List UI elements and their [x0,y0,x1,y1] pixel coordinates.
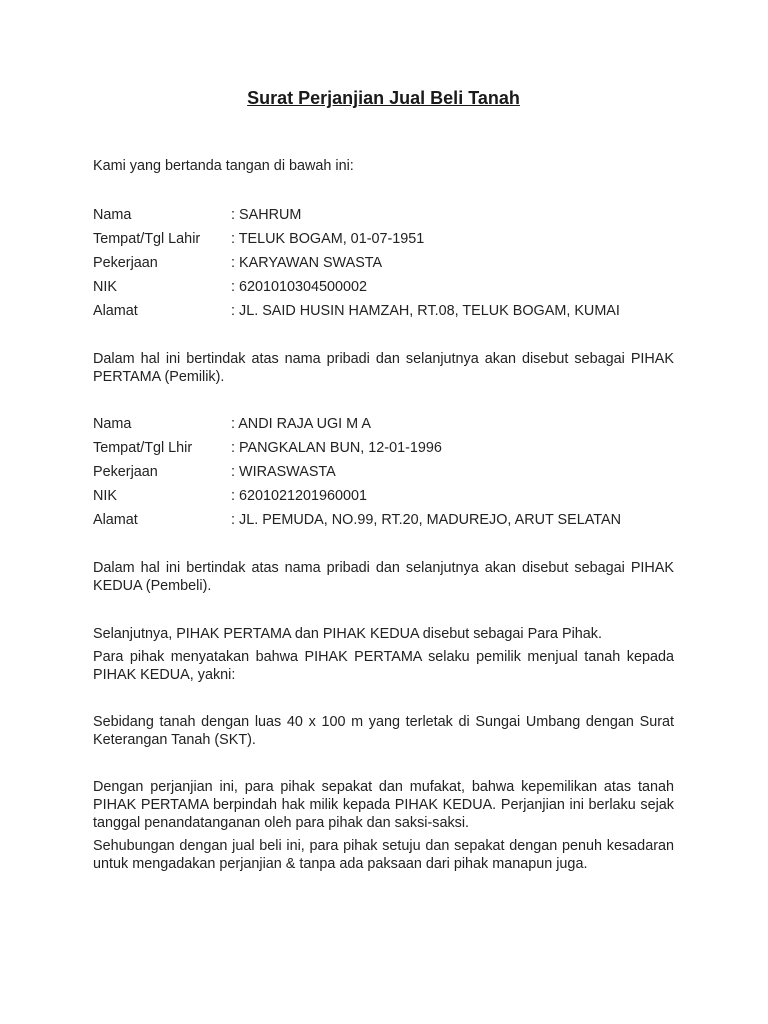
field-label: Alamat [93,303,138,319]
field-value: : ANDI RAJA UGI M A [231,416,371,432]
field-value: : JL. PEMUDA, NO.99, RT.20, MADUREJO, ARUT SELATAN [231,512,621,528]
field-value: : PANGKALAN BUN, 12-01-1996 [231,440,442,456]
field-label: NIK [93,279,117,295]
paragraph-kesepakatan: Sehubungan dengan jual beli ini, para pihak setuju dan sepakat dengan penuh kesadaran untuk mengadakan perjanjian & tanpa ada paksaan dari pihak manapun juga. [93,838,674,872]
field-label: Nama [93,207,132,223]
paragraph-sebidang-tanah: Sebidang tanah dengan luas 40 x 100 m yang terletak di Sungai Umbang dengan Surat Keterangan Tanah (SKT). [93,714,674,748]
field-value: : TELUK BOGAM, 01-07-1951 [231,231,425,247]
field-label: NIK [93,488,117,504]
document-title: Surat Perjanjian Jual Beli Tanah [247,88,520,108]
field-value: : JL. SAID HUSIN HAMZAH, RT.08, TELUK BOGAM, KUMAI [231,303,620,319]
field-label: Pekerjaan [93,255,158,271]
field-value: : SAHRUM [231,207,302,223]
party2-statement: Dalam hal ini bertindak atas nama pribadi dan selanjutnya akan disebut sebagai PIHAK KEDUA (Pembeli). [93,560,674,594]
document-page [93,0,674,1024]
field-label: Alamat [93,512,138,528]
party1-statement: Dalam hal ini bertindak atas nama pribadi dan selanjutnya akan disebut sebagai PIHAK PERTAMA (Pemilik). [93,351,674,385]
field-label: Tempat/Tgl Lahir [93,231,201,247]
field-value: : KARYAWAN SWASTA [231,255,383,271]
intro-text: Kami yang bertanda tangan di bawah ini: [93,158,354,174]
field-value: : WIRASWASTA [231,464,336,480]
field-value: : 6201010304500002 [231,279,368,295]
paragraph-kepemilikan: Dengan perjanjian ini, para pihak sepakat dan mufakat, bahwa kepemilikan atas tanah PIHAK PERTAMA berpindah hak milik kepada PIHAK KEDUA. Perjanjian ini berlaku sejak tanggal penandatanganan oleh para pihak dan saksi-saksi. [93,779,674,831]
paragraph-para-pihak: Selanjutnya, PIHAK PERTAMA dan PIHAK KEDUA disebut sebagai Para Pihak. [93,626,603,642]
field-label: Nama [93,416,132,432]
paragraph-menjual-tanah: Para pihak menyatakan bahwa PIHAK PERTAMA selaku pemilik menjual tanah kepada PIHAK KEDUA, yakni: [93,649,674,683]
field-value: : 6201021201960001 [231,488,368,504]
field-label: Pekerjaan [93,464,158,480]
field-label: Tempat/Tgl Lhir [93,440,193,456]
